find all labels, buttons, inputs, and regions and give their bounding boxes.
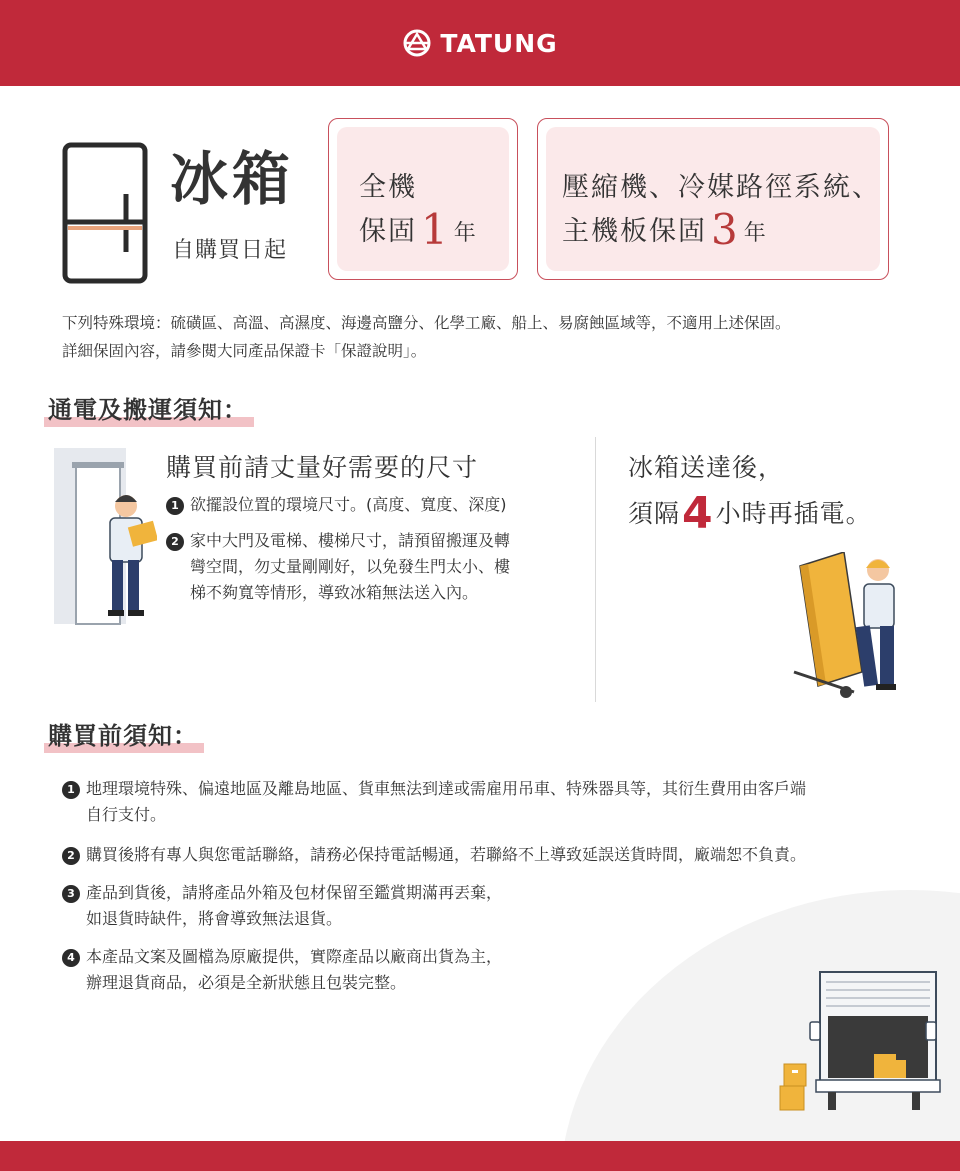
warranty-box-compressor-line1: 壓縮機、冷媒路徑系統、 [562, 172, 881, 203]
top-brand-bar [0, 0, 960, 86]
warranty-box-full-line1: 全機 [359, 172, 417, 203]
number-badge: 1 [62, 781, 80, 799]
warranty-box-full-line2: 保固1 年 [359, 205, 478, 254]
tatung-logo-icon [402, 28, 432, 58]
purchase-item-2: 2 購買後將有專人與您電話聯絡，請務必保持電話暢通，若聯絡不上導致延誤送貨時間，廠端恕不負責。 [62, 842, 806, 868]
purchase-section-title: 購買前須知： [48, 716, 198, 751]
logo-text: TATUNG [440, 28, 558, 58]
bottom-brand-bar [0, 1141, 960, 1171]
warranty-years-compressor: 3 [711, 205, 740, 254]
warranty-note-environment: 下列特殊環境：硫磺區、高溫、高濕度、海邊高鹽分、化學工廠、船上、易腐蝕區域等，不適用上述保固。 [62, 314, 791, 332]
measuring-person-illustration [52, 444, 157, 626]
warranty-box-full [328, 118, 518, 280]
number-badge: 1 [166, 497, 184, 515]
purchase-item-4: 4 本產品文案及圖檔為原廠提供，實際產品以廠商出貨為主， 辦理退貨商品，必須是全新狀態且包裝完整。 [62, 944, 502, 996]
number-badge: 3 [62, 885, 80, 903]
warranty-title: 冰箱 [170, 145, 295, 213]
power-notice-line1: 冰箱送達後， [628, 453, 785, 482]
delivery-section-title: 通電及搬運須知： [48, 390, 248, 425]
measure-heading: 購買前請丈量好需要的尺寸 [166, 453, 479, 482]
number-badge: 2 [62, 847, 80, 865]
warranty-note-details: 詳細保固內容，請參閱大同產品保證卡「保證說明」。 [62, 342, 427, 360]
delivery-worker-illustration [782, 552, 902, 700]
measure-item-2: 2 家中大門及電梯、樓梯尺寸，請預留搬運及轉 彎空間，勿丈量剛剛好，以免發生門太小、樓 梯不夠寬等情形，導致冰箱無法送入內。 [166, 528, 510, 606]
measure-item-1: 1 欲擺設位置的環境尺寸。(高度、寬度、深度) [166, 492, 507, 518]
fridge-icon [62, 142, 148, 284]
warranty-years-full: 1 [421, 205, 450, 254]
number-badge: 4 [62, 949, 80, 967]
warranty-box-compressor [537, 118, 889, 280]
section-divider [595, 437, 596, 702]
power-notice-line2: 須隔4小時再插電。 [628, 488, 872, 539]
tatung-logo [402, 28, 557, 58]
purchase-item-1: 1 地理環境特殊、偏遠地區及離島地區、貨車無法到達或需雇用吊車、特殊器具等，其衍生費用由客戶端 自行支付。 [62, 776, 806, 828]
warranty-box-compressor-line2: 主機板保固3 年 [562, 205, 768, 254]
number-badge: 2 [166, 533, 184, 551]
purchase-item-3: 3 產品到貨後，請將產品外箱及包材保留至鑑賞期滿再丟棄， 如退貨時缺件，將會導致無法退貨。 [62, 880, 502, 932]
delivery-truck-illustration [776, 968, 946, 1116]
wait-hours: 4 [682, 488, 714, 539]
warranty-subtitle: 自購買日起 [172, 238, 288, 263]
